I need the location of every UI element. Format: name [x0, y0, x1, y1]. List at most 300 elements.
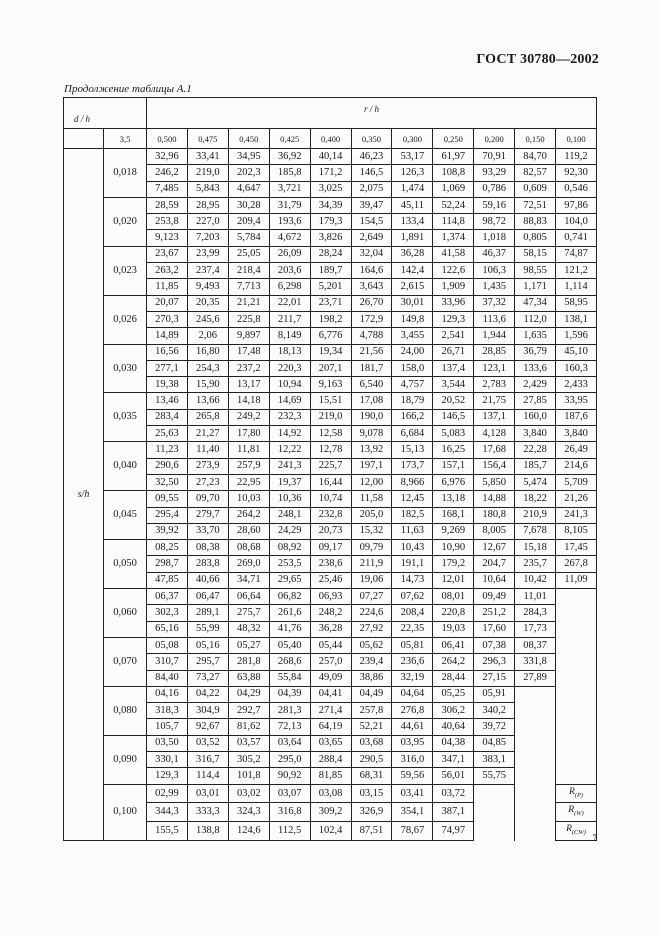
value-cell: 149,8 [392, 311, 433, 327]
value-cell: 3,826 [310, 230, 351, 246]
value-cell: 13,18 [433, 491, 474, 507]
empty-cell [556, 719, 597, 735]
value-cell: 265,8 [187, 409, 228, 425]
column-header: 0,200 [474, 129, 515, 149]
table-row [64, 540, 597, 556]
value-cell: 9,897 [228, 328, 269, 344]
empty-cell [515, 719, 556, 735]
value-cell: 263,2 [147, 263, 188, 279]
table-row [64, 295, 597, 311]
value-cell: 138,1 [556, 311, 597, 327]
value-cell: 1,596 [556, 328, 597, 344]
value-cell: 09,70 [187, 491, 228, 507]
value-cell: 03,52 [187, 735, 228, 751]
value-cell: 28,95 [187, 197, 228, 213]
value-cell: 1,374 [433, 230, 474, 246]
value-cell: 32,04 [351, 246, 392, 262]
value-cell: 3,643 [351, 279, 392, 295]
value-cell: 26,70 [351, 295, 392, 311]
thickness-cell: 0,020 [104, 197, 147, 246]
value-cell: 08,38 [187, 540, 228, 556]
value-cell: 19,06 [351, 572, 392, 588]
table-row [64, 735, 597, 751]
value-cell: 295,7 [187, 654, 228, 670]
value-cell: 10,90 [433, 540, 474, 556]
value-cell: 2,429 [515, 377, 556, 393]
table-row [64, 491, 597, 507]
value-cell: 106,3 [474, 263, 515, 279]
value-cell: 133,4 [392, 214, 433, 230]
value-cell: 25,63 [147, 426, 188, 442]
empty-cell [556, 589, 597, 605]
value-cell: 254,3 [187, 360, 228, 376]
value-cell: 114,8 [433, 214, 474, 230]
value-cell: 189,7 [310, 263, 351, 279]
value-cell: 06,64 [228, 589, 269, 605]
value-cell: 232,3 [269, 409, 310, 425]
value-cell: 211,9 [351, 556, 392, 572]
value-cell: 19,34 [310, 344, 351, 360]
legend-cell [556, 822, 597, 841]
value-cell: 20,35 [187, 295, 228, 311]
legend-symbol: R [568, 786, 575, 797]
value-cell: 04,85 [474, 735, 515, 751]
value-cell: 261,6 [269, 605, 310, 621]
value-cell: 6,776 [310, 328, 351, 344]
value-cell: 64,19 [310, 719, 351, 735]
value-cell: 281,3 [269, 703, 310, 719]
value-cell: 13,17 [228, 377, 269, 393]
value-cell: 30,28 [228, 197, 269, 213]
value-cell: 164,6 [351, 263, 392, 279]
value-cell: 40,64 [433, 719, 474, 735]
table-caption: Продолжение таблицы А.1 [64, 83, 192, 95]
value-cell: 248,2 [310, 605, 351, 621]
column-header: 0,300 [392, 129, 433, 149]
value-cell: 21,27 [187, 426, 228, 442]
value-cell: 39,92 [147, 523, 188, 539]
value-cell: 05,91 [474, 686, 515, 702]
column-header: 0,475 [187, 129, 228, 149]
value-cell: 1,909 [433, 279, 474, 295]
value-cell: 146,5 [351, 165, 392, 181]
value-cell: 218,4 [228, 263, 269, 279]
value-cell: 227,0 [187, 214, 228, 230]
value-cell: 03,95 [392, 735, 433, 751]
value-cell: 298,7 [147, 556, 188, 572]
value-cell: 19,03 [433, 621, 474, 637]
value-cell: 214,6 [556, 458, 597, 474]
value-cell: 309,2 [310, 803, 351, 822]
value-cell: 23,71 [310, 295, 351, 311]
value-cell: 82,57 [515, 165, 556, 181]
value-cell: 275,7 [228, 605, 269, 621]
value-cell: 56,01 [433, 768, 474, 784]
value-cell: 9,493 [187, 279, 228, 295]
value-cell: 112,0 [515, 311, 556, 327]
value-cell: 9,163 [310, 377, 351, 393]
value-cell: 6,976 [433, 474, 474, 490]
empty-cell [515, 751, 556, 767]
value-cell: 8,966 [392, 474, 433, 490]
value-cell: 15,51 [310, 393, 351, 409]
value-cell: 08,01 [433, 589, 474, 605]
value-cell: 32,19 [392, 670, 433, 686]
empty-cell [474, 822, 515, 841]
value-cell: 05,16 [187, 637, 228, 653]
value-cell: 22,95 [228, 474, 269, 490]
value-cell: 20,73 [310, 523, 351, 539]
value-cell: 08,92 [269, 540, 310, 556]
value-cell: 268,6 [269, 654, 310, 670]
value-cell: 7,485 [147, 181, 188, 197]
value-cell: 295,4 [147, 507, 188, 523]
value-cell: 340,2 [474, 703, 515, 719]
value-cell: 270,3 [147, 311, 188, 327]
value-cell: 289,1 [187, 605, 228, 621]
value-cell: 241,3 [269, 458, 310, 474]
value-cell: 26,71 [433, 344, 474, 360]
value-cell: 04,41 [310, 686, 351, 702]
value-cell: 03,65 [310, 735, 351, 751]
value-cell: 220,8 [433, 605, 474, 621]
value-cell: 123,1 [474, 360, 515, 376]
value-cell: 09,79 [351, 540, 392, 556]
value-cell: 05,08 [147, 637, 188, 653]
value-cell: 264,2 [228, 507, 269, 523]
thickness-cell: 0,050 [104, 540, 147, 589]
value-cell: 331,8 [515, 654, 556, 670]
value-cell: 81,85 [310, 768, 351, 784]
value-cell: 78,67 [392, 822, 433, 841]
value-cell: 61,97 [433, 149, 474, 165]
value-cell: 16,25 [433, 442, 474, 458]
value-cell: 137,4 [433, 360, 474, 376]
value-cell: 22,01 [269, 295, 310, 311]
value-cell: 92,30 [556, 165, 597, 181]
value-cell: 185,7 [515, 458, 556, 474]
value-cell: 318,3 [147, 703, 188, 719]
value-cell: 0,786 [474, 181, 515, 197]
value-cell: 34,71 [228, 572, 269, 588]
value-cell: 172,9 [351, 311, 392, 327]
value-cell: 273,9 [187, 458, 228, 474]
value-cell: 210,9 [515, 507, 556, 523]
value-cell: 296,3 [474, 654, 515, 670]
empty-cell [556, 751, 597, 767]
value-cell: 3,455 [392, 328, 433, 344]
value-cell: 193,6 [269, 214, 310, 230]
value-cell: 03,64 [269, 735, 310, 751]
thickness-cell: 0,080 [104, 686, 147, 735]
value-cell: 03,08 [310, 784, 351, 803]
empty-cell [515, 784, 556, 803]
value-cell: 15,32 [351, 523, 392, 539]
value-cell: 160,0 [515, 409, 556, 425]
value-cell: 26,09 [269, 246, 310, 262]
value-cell: 14,18 [228, 393, 269, 409]
value-cell: 17,80 [228, 426, 269, 442]
value-cell: 284,3 [515, 605, 556, 621]
rh-header: r / h [147, 98, 597, 129]
value-cell: 7,713 [228, 279, 269, 295]
value-cell: 305,2 [228, 751, 269, 767]
empty-cell [556, 637, 597, 653]
value-cell: 288,4 [310, 751, 351, 767]
value-cell: 73,27 [187, 670, 228, 686]
value-cell: 23,99 [187, 246, 228, 262]
value-cell: 2,649 [351, 230, 392, 246]
empty-cell [515, 768, 556, 784]
value-cell: 316,8 [269, 803, 310, 822]
value-cell: 302,3 [147, 605, 188, 621]
value-cell: 181,7 [351, 360, 392, 376]
value-cell: 105,7 [147, 719, 188, 735]
value-cell: 41,58 [433, 246, 474, 262]
value-cell: 17,68 [474, 442, 515, 458]
value-cell: 295,0 [269, 751, 310, 767]
value-cell: 225,7 [310, 458, 351, 474]
value-cell: 198,2 [310, 311, 351, 327]
value-cell: 290,5 [351, 751, 392, 767]
value-cell: 06,82 [269, 589, 310, 605]
value-cell: 2,075 [351, 181, 392, 197]
value-cell: 281,8 [228, 654, 269, 670]
value-cell: 04,16 [147, 686, 188, 702]
value-cell: 8,149 [269, 328, 310, 344]
value-cell: 27,92 [351, 621, 392, 637]
thickness-cell: 0,100 [104, 784, 147, 841]
value-cell: 46,37 [474, 246, 515, 262]
value-cell: 330,1 [147, 751, 188, 767]
value-cell: 3,840 [556, 426, 597, 442]
value-cell: 13,46 [147, 393, 188, 409]
value-cell: 168,1 [433, 507, 474, 523]
value-cell: 46,23 [351, 149, 392, 165]
value-cell: 09,55 [147, 491, 188, 507]
value-cell: 11,40 [187, 442, 228, 458]
value-cell: 47,85 [147, 572, 188, 588]
dh-label: d / h [74, 114, 91, 124]
corner-cell [64, 98, 147, 129]
value-cell: 156,4 [474, 458, 515, 474]
value-cell: 28,44 [433, 670, 474, 686]
value-cell: 204,7 [474, 556, 515, 572]
value-cell: 166,2 [392, 409, 433, 425]
value-cell: 03,57 [228, 735, 269, 751]
value-cell: 05,27 [228, 637, 269, 653]
value-cell: 104,0 [556, 214, 597, 230]
value-cell: 257,8 [351, 703, 392, 719]
value-cell: 84,70 [515, 149, 556, 165]
value-cell: 11,58 [351, 491, 392, 507]
value-cell: 09,49 [474, 589, 515, 605]
value-cell: 14,69 [269, 393, 310, 409]
value-cell: 20,07 [147, 295, 188, 311]
value-cell: 211,7 [269, 311, 310, 327]
value-cell: 04,49 [351, 686, 392, 702]
legend-cell [556, 803, 597, 822]
value-cell: 237,2 [228, 360, 269, 376]
value-cell: 129,3 [147, 768, 188, 784]
value-cell: 93,29 [474, 165, 515, 181]
value-cell: 17,48 [228, 344, 269, 360]
legend-cell [556, 784, 597, 803]
value-cell: 5,850 [474, 474, 515, 490]
value-cell: 03,50 [147, 735, 188, 751]
value-cell: 264,2 [433, 654, 474, 670]
table-row [64, 784, 597, 803]
value-cell: 38,86 [351, 670, 392, 686]
thickness-cell: 0,035 [104, 393, 147, 442]
value-cell: 1,069 [433, 181, 474, 197]
value-cell: 5,474 [515, 474, 556, 490]
value-cell: 12,58 [310, 426, 351, 442]
thickness-cell: 0,070 [104, 637, 147, 686]
table-row [64, 149, 597, 165]
value-cell: 02,99 [147, 784, 188, 803]
value-cell: 3,721 [269, 181, 310, 197]
value-cell: 27,15 [474, 670, 515, 686]
value-cell: 55,75 [474, 768, 515, 784]
value-cell: 180,8 [474, 507, 515, 523]
value-cell: 16,56 [147, 344, 188, 360]
value-cell: 347,1 [433, 751, 474, 767]
value-cell: 25,05 [228, 246, 269, 262]
value-cell: 257,0 [310, 654, 351, 670]
value-cell: 52,24 [433, 197, 474, 213]
value-cell: 1,018 [474, 230, 515, 246]
value-cell: 292,7 [228, 703, 269, 719]
value-cell: 182,5 [392, 507, 433, 523]
value-cell: 108,8 [433, 165, 474, 181]
value-cell: 4,757 [392, 377, 433, 393]
value-cell: 154,5 [351, 214, 392, 230]
value-cell: 113,6 [474, 311, 515, 327]
value-cell: 9,269 [433, 523, 474, 539]
value-cell: 1,171 [515, 279, 556, 295]
column-header: 0,150 [515, 129, 556, 149]
value-cell: 8,105 [556, 523, 597, 539]
table-row [64, 344, 597, 360]
value-cell: 48,32 [228, 621, 269, 637]
empty-cell [556, 605, 597, 621]
value-cell: 160,3 [556, 360, 597, 376]
value-cell: 208,4 [392, 605, 433, 621]
value-cell: 10,94 [269, 377, 310, 393]
value-cell: 07,27 [351, 589, 392, 605]
value-cell: 253,5 [269, 556, 310, 572]
value-cell: 58,95 [556, 295, 597, 311]
value-cell: 157,1 [433, 458, 474, 474]
value-cell: 04,38 [433, 735, 474, 751]
value-cell: 283,8 [187, 556, 228, 572]
value-cell: 11,63 [392, 523, 433, 539]
column-header: 0,425 [269, 129, 310, 149]
value-cell: 12,01 [433, 572, 474, 588]
value-cell: 2,541 [433, 328, 474, 344]
thickness-cell: 0,018 [104, 149, 147, 198]
value-cell: 387,1 [433, 803, 474, 822]
value-cell: 23,67 [147, 246, 188, 262]
value-cell: 19,38 [147, 377, 188, 393]
value-cell: 27,89 [515, 670, 556, 686]
thickness-cell: 0,040 [104, 442, 147, 491]
value-cell: 5,083 [433, 426, 474, 442]
value-cell: 8,005 [474, 523, 515, 539]
value-cell: 05,44 [310, 637, 351, 653]
empty-cell [474, 784, 515, 803]
empty-cell [474, 803, 515, 822]
value-cell: 124,6 [228, 822, 269, 841]
empty-cell [556, 686, 597, 702]
empty-cell [515, 703, 556, 719]
empty-cell [515, 735, 556, 751]
value-cell: 12,78 [310, 442, 351, 458]
value-cell: 30,01 [392, 295, 433, 311]
value-cell: 17,45 [556, 540, 597, 556]
value-cell: 03,41 [392, 784, 433, 803]
value-cell: 190,0 [351, 409, 392, 425]
value-cell: 28,60 [228, 523, 269, 539]
column-header: 0,450 [228, 129, 269, 149]
value-cell: 137,1 [474, 409, 515, 425]
value-cell: 11,23 [147, 442, 188, 458]
value-cell: 219,0 [310, 409, 351, 425]
value-cell: 36,28 [310, 621, 351, 637]
value-cell: 9,123 [147, 230, 188, 246]
value-cell: 11,85 [147, 279, 188, 295]
value-cell: 29,65 [269, 572, 310, 588]
value-cell: 3,544 [433, 377, 474, 393]
value-cell: 133,6 [515, 360, 556, 376]
value-cell: 10,43 [392, 540, 433, 556]
value-cell: 1,944 [474, 328, 515, 344]
value-cell: 239,4 [351, 654, 392, 670]
value-cell: 4,672 [269, 230, 310, 246]
column-header: 0,500 [147, 129, 188, 149]
empty-cell [556, 621, 597, 637]
value-cell: 53,17 [392, 149, 433, 165]
value-cell: 68,31 [351, 768, 392, 784]
column-header: 0,250 [433, 129, 474, 149]
value-cell: 09,17 [310, 540, 351, 556]
value-cell: 33,70 [187, 523, 228, 539]
value-cell: 33,96 [433, 295, 474, 311]
value-cell: 290,6 [147, 458, 188, 474]
table-row [64, 637, 597, 653]
value-cell: 11,81 [228, 442, 269, 458]
value-cell: 07,38 [474, 637, 515, 653]
value-cell: 16,80 [187, 344, 228, 360]
empty-cell [515, 686, 556, 702]
value-cell: 59,56 [392, 768, 433, 784]
thickness-cell: 0,090 [104, 735, 147, 784]
value-cell: 65,16 [147, 621, 188, 637]
value-cell: 92,67 [187, 719, 228, 735]
value-cell: 18,22 [515, 491, 556, 507]
value-cell: 2,433 [556, 377, 597, 393]
value-cell: 44,61 [392, 719, 433, 735]
value-cell: 25,46 [310, 572, 351, 588]
value-cell: 306,2 [433, 703, 474, 719]
value-cell: 03,68 [351, 735, 392, 751]
value-cell: 39,72 [474, 719, 515, 735]
value-cell: 06,93 [310, 589, 351, 605]
value-cell: 24,00 [392, 344, 433, 360]
value-cell: 4,788 [351, 328, 392, 344]
value-cell: 276,8 [392, 703, 433, 719]
